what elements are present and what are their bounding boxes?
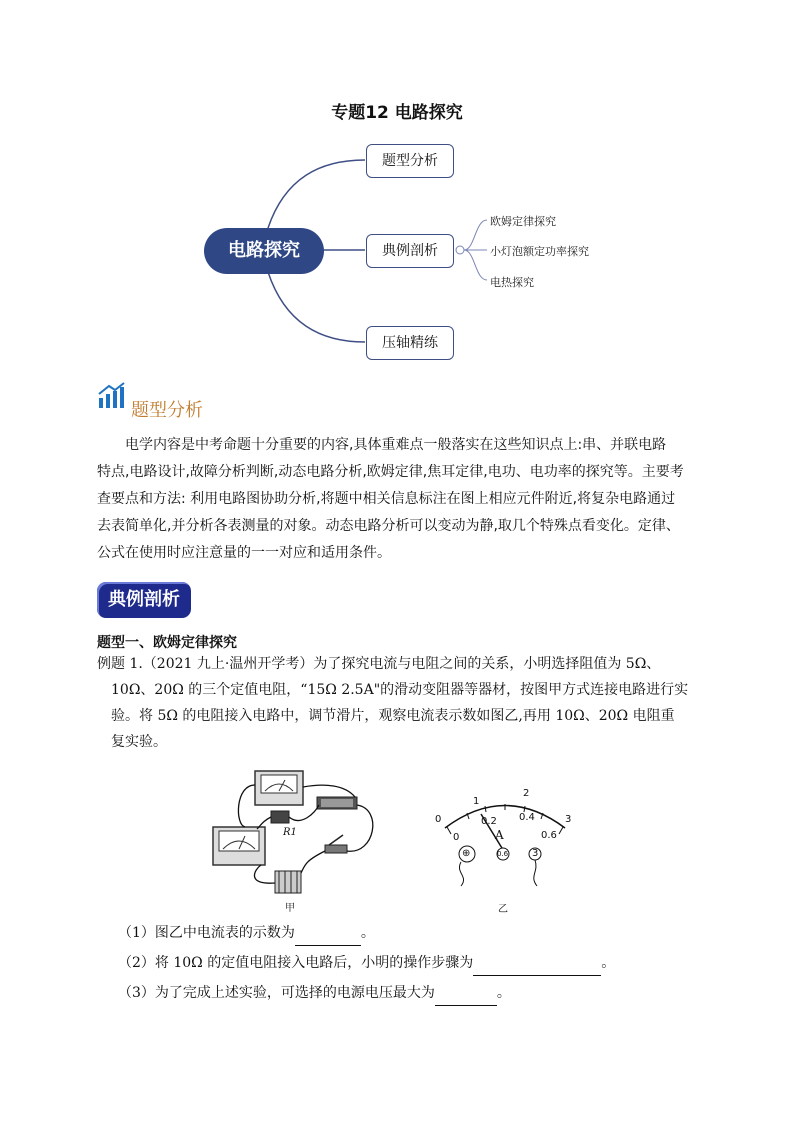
- question-1: [118, 920, 375, 946]
- question-3: [118, 980, 511, 1006]
- figure-caption-b: 乙: [498, 904, 508, 915]
- example-line: 验。将 5Ω 的电阻接入电路中，调节滑片，观察电流表示数如图乙,再用 10Ω、20Ω 电阻重: [111, 708, 675, 724]
- terminal-06: 0.6: [497, 850, 509, 858]
- resistor-label: R1: [283, 827, 297, 838]
- figure-circuit: [205, 765, 385, 915]
- analysis-paragraph: [97, 432, 717, 567]
- question-text: （2）将 10Ω 的定值电阻接入电路后，小明的操作步骤为: [118, 955, 474, 971]
- terminal-positive: ⊕: [462, 848, 471, 859]
- inner-tick-2: 0.4: [519, 812, 535, 823]
- mind-map: [190, 138, 610, 363]
- question-text: （3）为了完成上述实验，可选择的电源电压最大为: [118, 985, 435, 1001]
- mindmap-node-analysis: 题型分析: [366, 144, 454, 178]
- paragraph-line: 公式在使用时应注意量的一一对应和适用条件。: [97, 545, 391, 561]
- outer-tick-3: 3: [565, 814, 572, 825]
- question-end: 。: [360, 925, 375, 941]
- mindmap-node-examples: 典例剖析: [366, 234, 454, 268]
- question-end: 。: [496, 985, 511, 1001]
- mindmap-leaf-ohm: 欧姆定律探究: [490, 215, 556, 228]
- paragraph-line: 去表简单化,并分析各表测量的对象。动态电路分析可以变动为静,取几个特殊点看变化。定律、: [97, 518, 680, 534]
- mindmap-node-practice: 压轴精练: [366, 326, 454, 360]
- figure-ammeter: [425, 778, 585, 918]
- example-text: [97, 651, 717, 755]
- section-badge-examples: 典例剖析: [97, 582, 191, 618]
- answer-blank[interactable]: [435, 989, 497, 1006]
- terminal-3: 3: [532, 848, 539, 859]
- subheading-type1: 题型一、欧姆定律探究: [97, 635, 237, 651]
- example-line: 复实验。: [111, 734, 167, 750]
- outer-tick-0: 0: [435, 814, 442, 825]
- mindmap-leaf-heat: 电热探究: [490, 276, 534, 289]
- example-line: 例题 1.（2021 九上·温州开学考）为了探究电流与电阻之间的关系，小明选择阻值为 5Ω、: [97, 656, 661, 672]
- paragraph-line: 电学内容是中考命题十分重要的内容,具体重难点一般落实在这些知识点上:串、并联电路: [125, 437, 667, 453]
- example-line: 10Ω、20Ω 的三个定值电阻，“15Ω 2.5A"的滑动变阻器等器材，按图甲方式连接电路进行实: [111, 682, 689, 698]
- paragraph-line: 查要点和方法: 利用电路图协助分析,将题中相关信息标注在图上相应元件附近,将复杂电路通过: [97, 491, 676, 507]
- ammeter-dial: [425, 778, 585, 888]
- mindmap-leaf-bulb: 小灯泡额定功率探究: [490, 245, 589, 258]
- answer-blank[interactable]: [295, 929, 361, 946]
- inner-tick-0: 0: [453, 832, 460, 843]
- paragraph-line: 特点,电路设计,故障分析判断,动态电路分析,欧姆定律,焦耳定律,电功、电功率的探究等。主要考: [97, 464, 684, 480]
- figure-caption-a: 甲: [285, 903, 295, 914]
- page-title: 专题12 电路探究: [331, 103, 463, 123]
- section-heading-analysis: 题型分析: [131, 400, 203, 421]
- question-2: [118, 950, 615, 976]
- question-end: 。: [601, 955, 616, 971]
- circuit-drawing: [205, 765, 385, 915]
- inner-tick-1: 0.2: [481, 816, 497, 827]
- bar-chart-icon: [97, 382, 127, 414]
- mindmap-root: 电路探究: [204, 228, 324, 274]
- answer-blank[interactable]: [473, 959, 601, 976]
- question-text: （1）图乙中电流表的示数为: [118, 925, 295, 941]
- outer-tick-2: 2: [523, 788, 530, 799]
- ammeter-unit: A: [495, 828, 504, 842]
- inner-tick-3: 0.6: [541, 830, 557, 841]
- outer-tick-1: 1: [473, 796, 480, 807]
